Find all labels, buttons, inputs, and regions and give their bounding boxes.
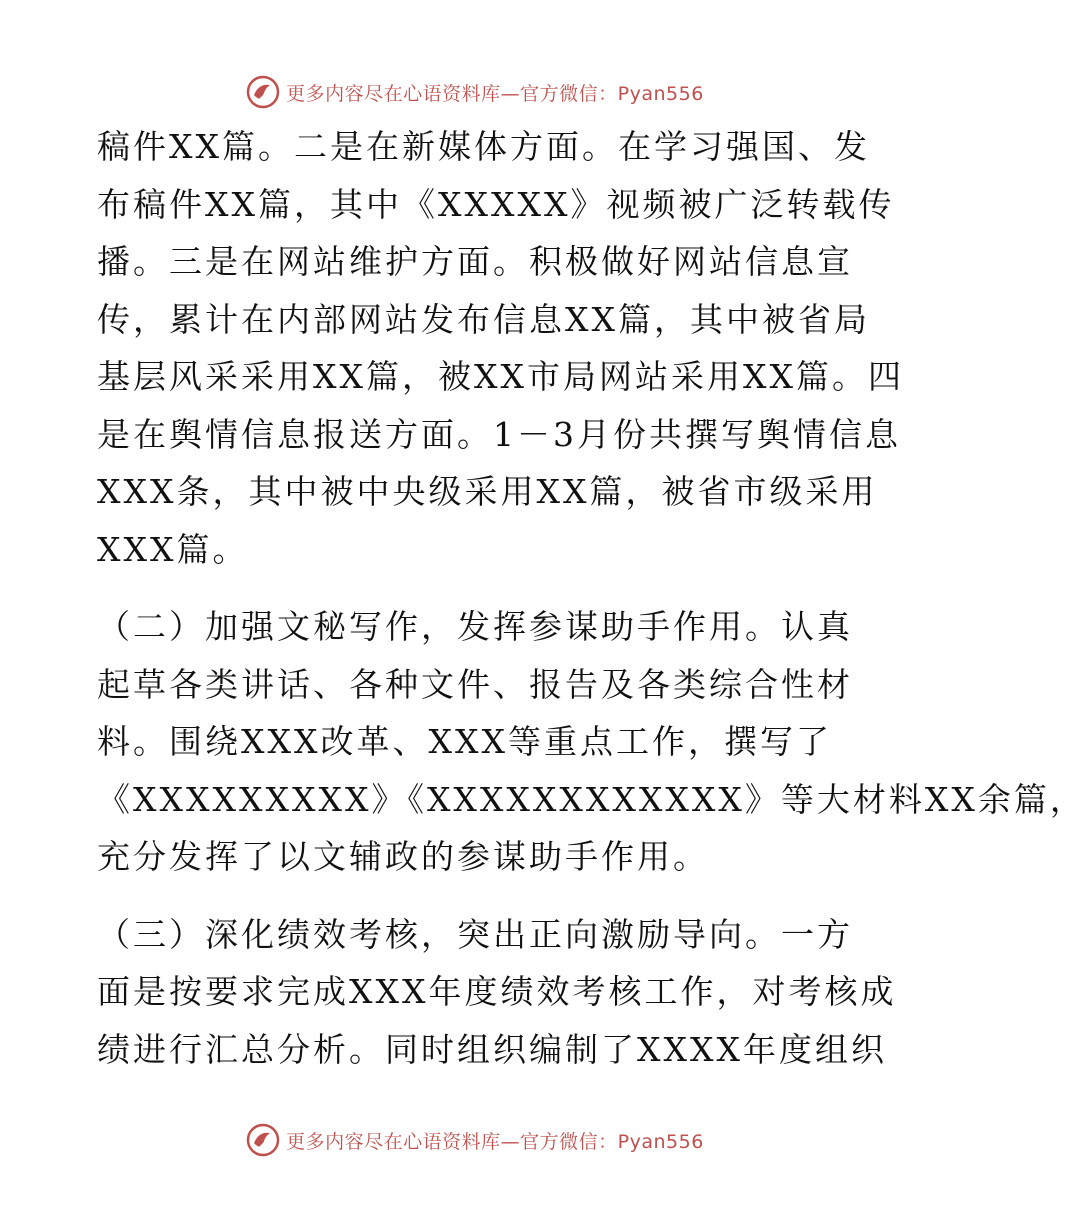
text-line: 播。三是在网站维护方面。积极做好网站信息宣 xyxy=(97,242,853,281)
text-line: 起草各类讲话、各种文件、报告及各类综合性材 xyxy=(97,664,853,704)
text-line: 布稿件XX篇，其中《XXXXX》视频被广泛转载传 xyxy=(97,184,895,224)
brand-logo-icon xyxy=(246,75,280,109)
paragraph-spacer xyxy=(97,578,867,598)
text-line: （二）加强文秘写作，发挥参谋助手作用。认真 xyxy=(97,607,853,646)
watermark-text: 更多内容尽在心语资料库—官方微信：Pyan556 xyxy=(286,82,704,105)
paragraph xyxy=(97,598,1086,886)
text-line: 料。围绕XXX改革、XXX等重点工作，撰写了 xyxy=(97,722,832,761)
brand-logo-icon xyxy=(246,1123,280,1157)
paragraph-spacer xyxy=(97,886,867,906)
text-line: 传，累计在内部网站发布信息XX篇，其中被省局 xyxy=(97,299,870,339)
header-watermark-banner xyxy=(0,72,950,112)
text-line: 绩进行汇总分析。同时组织编制了XXXX年度组织 xyxy=(97,1029,887,1069)
text-line: 充分发挥了以文辅政的参谋助手作用。 xyxy=(97,837,709,876)
text-line: （三）深化绩效考核，突出正向激励导向。一方 xyxy=(97,914,853,954)
text-line: 是在舆情信息报送方面。1－3月份共撰写舆情信息 xyxy=(97,414,901,454)
text-line: 《XXXXXXXXX》《XXXXXXXXXXXX》等大材料XX余篇， xyxy=(97,779,1086,819)
paragraph xyxy=(97,118,904,578)
footer-watermark-banner xyxy=(0,1120,950,1160)
text-line: 基层风采采用XX篇，被XX市局网站采用XX篇。四 xyxy=(97,357,904,396)
text-line: 面是按要求完成XXX年度绩效考核工作，对考核成 xyxy=(97,972,897,1011)
paragraph xyxy=(97,906,897,1079)
document-body xyxy=(97,118,1086,1078)
text-line: XXX条，其中被中央级采用XX篇，被省市级采用 xyxy=(97,472,878,511)
text-line: XXX篇。 xyxy=(97,529,249,569)
text-line: 稿件XX篇。二是在新媒体方面。在学习强国、发 xyxy=(97,127,870,166)
watermark-text: 更多内容尽在心语资料库—官方微信：Pyan556 xyxy=(286,1130,704,1153)
